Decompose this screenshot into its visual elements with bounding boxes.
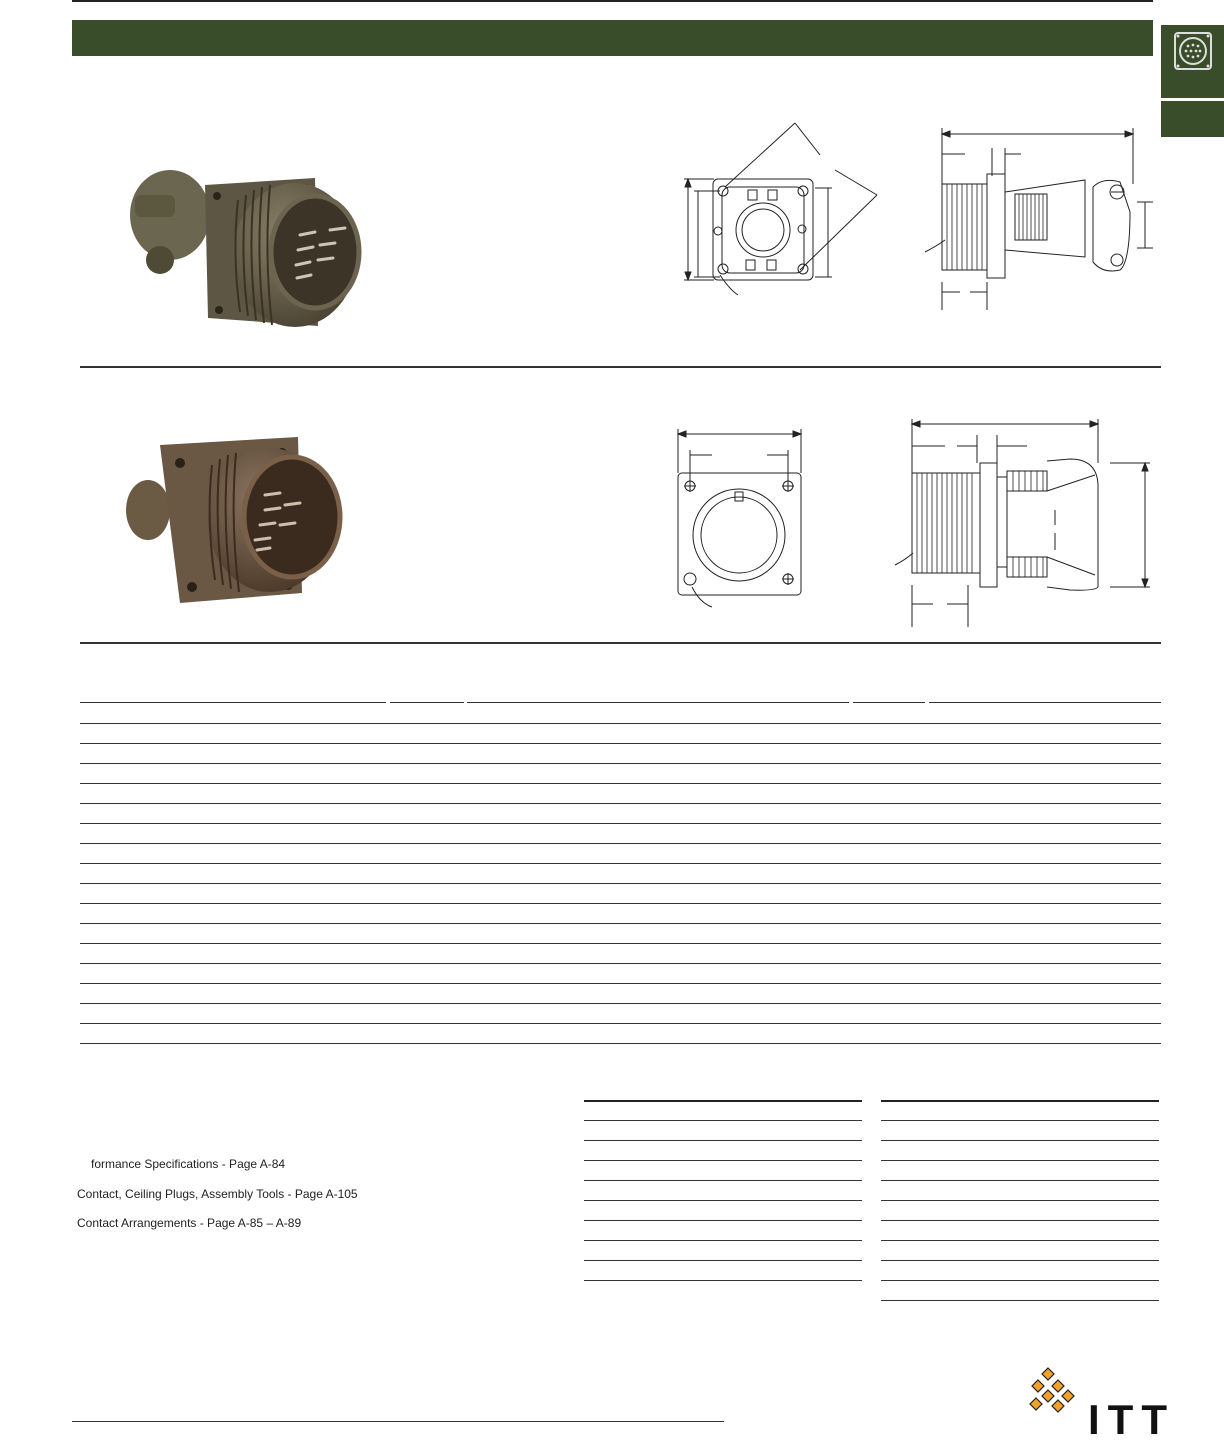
table-row (881, 1220, 1159, 1221)
table-header-rule-1 (80, 702, 386, 703)
table-header-rule-4 (853, 702, 925, 703)
table-row (80, 883, 1161, 884)
reference-performance-specs[interactable]: formance Specifications - Page A-84 (91, 1157, 286, 1171)
table-row (881, 1260, 1159, 1261)
reference-contacts-tools[interactable]: Contact, Ceiling Plugs, Assembly Tools - Page A-105 (77, 1187, 358, 1201)
reference-contact-arrangements[interactable]: Contact Arrangements - Page A-85 – A-89 (77, 1216, 302, 1230)
table-row (584, 1200, 862, 1201)
table-row (584, 1280, 862, 1281)
table-row (881, 1180, 1159, 1181)
table-top-rule (584, 1100, 862, 1102)
table-row (80, 743, 1161, 744)
connector-photo-2 (120, 415, 360, 615)
itt-logo-mark (1026, 1364, 1082, 1420)
table-row (80, 903, 1161, 904)
side-view-drawing-1 (925, 122, 1155, 322)
side-tab-connector[interactable] (1161, 25, 1224, 98)
table-row (881, 1120, 1159, 1121)
itt-logo-text: ITT (1088, 1396, 1175, 1443)
table-row (584, 1240, 862, 1241)
table-row (80, 943, 1161, 944)
connector-photo-1 (120, 140, 370, 360)
table-row (80, 863, 1161, 864)
front-view-drawing-2 (672, 425, 822, 615)
side-view-drawing-2 (895, 415, 1155, 635)
table-row (881, 1280, 1159, 1281)
table-row (881, 1200, 1159, 1201)
section-divider-2 (80, 642, 1161, 644)
table-row (80, 1043, 1161, 1044)
table-row (80, 843, 1161, 844)
side-tab-section[interactable] (1161, 101, 1224, 137)
table-header-rule-3 (467, 702, 849, 703)
table-row (80, 983, 1161, 984)
table-row (584, 1180, 862, 1181)
table-top-rule (881, 1100, 1159, 1102)
table-header-rule-5 (929, 702, 1161, 703)
table-row (584, 1120, 862, 1121)
table-header-rule-2 (390, 702, 464, 703)
table-row (584, 1140, 862, 1141)
table-row (80, 1003, 1161, 1004)
table-row (80, 1023, 1161, 1024)
front-view-drawing-1 (670, 115, 890, 325)
section-divider-1 (80, 366, 1161, 368)
table-row (80, 803, 1161, 804)
table-row (80, 723, 1161, 724)
table-row (584, 1160, 862, 1161)
table-row (80, 783, 1161, 784)
table-row (80, 963, 1161, 964)
table-row (881, 1140, 1159, 1141)
footer-rule (72, 1421, 724, 1422)
table-row (80, 923, 1161, 924)
table-row (80, 763, 1161, 764)
table-row (584, 1260, 862, 1261)
table-row (881, 1240, 1159, 1241)
connector-face-icon (1161, 25, 1224, 98)
table-row (80, 823, 1161, 824)
top-rule (72, 0, 1153, 2)
table-row (881, 1160, 1159, 1161)
header-bar (72, 20, 1153, 56)
table-row (881, 1300, 1159, 1301)
table-row (584, 1220, 862, 1221)
